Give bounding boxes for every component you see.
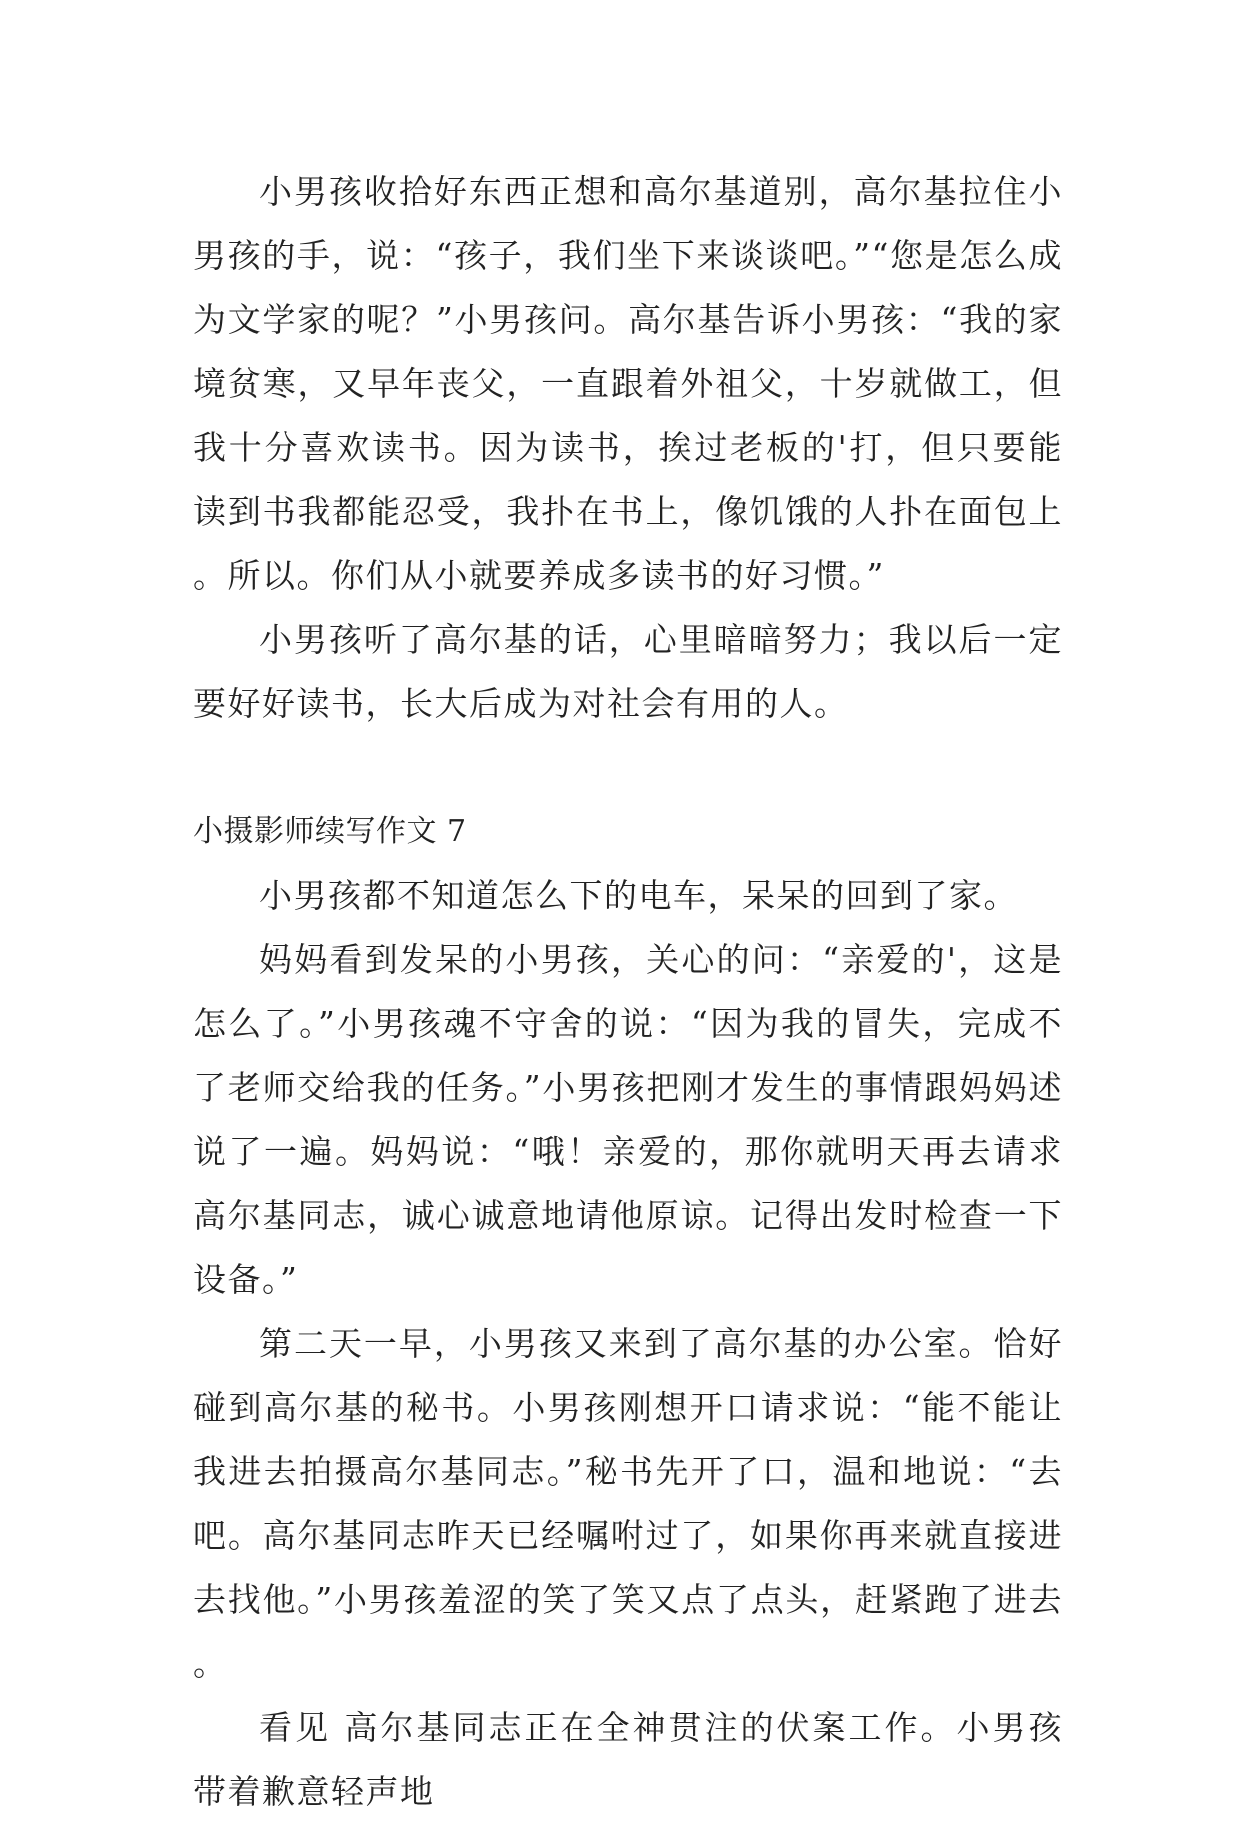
- document-body: [193, 160, 1063, 1824]
- paragraph: 小男孩听了高尔基的话，心里暗暗努力；我以后一定要好好读书，长大后成为对社会有用的人。: [193, 620, 1063, 723]
- section-spacer: [193, 736, 1063, 800]
- paragraph: 妈妈看到发呆的小男孩，关心的问：“亲爱的'，这是怎么了。”小男孩魂不守舍的说：“因为我的冒失，完成不了老师交给我的任务。”小男孩把刚才发生的事情跟妈妈述说了一遍。妈妈说：“哦！亲爱的，那你就明天再去请求高尔基同志，诚心诚意地请他原谅。记得出发时检查一下设备。”: [193, 940, 1063, 1299]
- section-heading: 小摄影师续写作文 7: [193, 814, 467, 849]
- paragraph: 小男孩都不知道怎么下的电车，呆呆的回到了家。: [259, 876, 1018, 915]
- paragraph: 看见 高尔基同志正在全神贯注的伏案工作。小男孩带着歉意轻声地: [193, 1708, 1063, 1811]
- paragraph: 小男孩收拾好东西正想和高尔基道别，高尔基拉住小男孩的手，说：“孩子，我们坐下来谈谈吧。”“您是怎么成为文学家的呢？”小男孩问。高尔基告诉小男孩：“我的家境贫寒，又早年丧父，一直跟着外祖父，十岁就做工，但我十分喜欢读书。因为读书，挨过老板的'打，但只要能读到书我都能忍受，我扑在书上，像饥饿的人扑在面包上。所以。你们从小就要养成多读书的好习惯。”: [193, 172, 1063, 595]
- paragraph: 第二天一早，小男孩又来到了高尔基的办公室。恰好碰到高尔基的秘书。小男孩刚想开口请求说：“能不能让我进去拍摄高尔基同志。”秘书先开了口，温和地说：“去吧。高尔基同志昨天已经嘱咐过了，如果你再来就直接进去找他。”小男孩羞涩的笑了笑又点了点头，赶紧跑了进去。: [193, 1324, 1063, 1683]
